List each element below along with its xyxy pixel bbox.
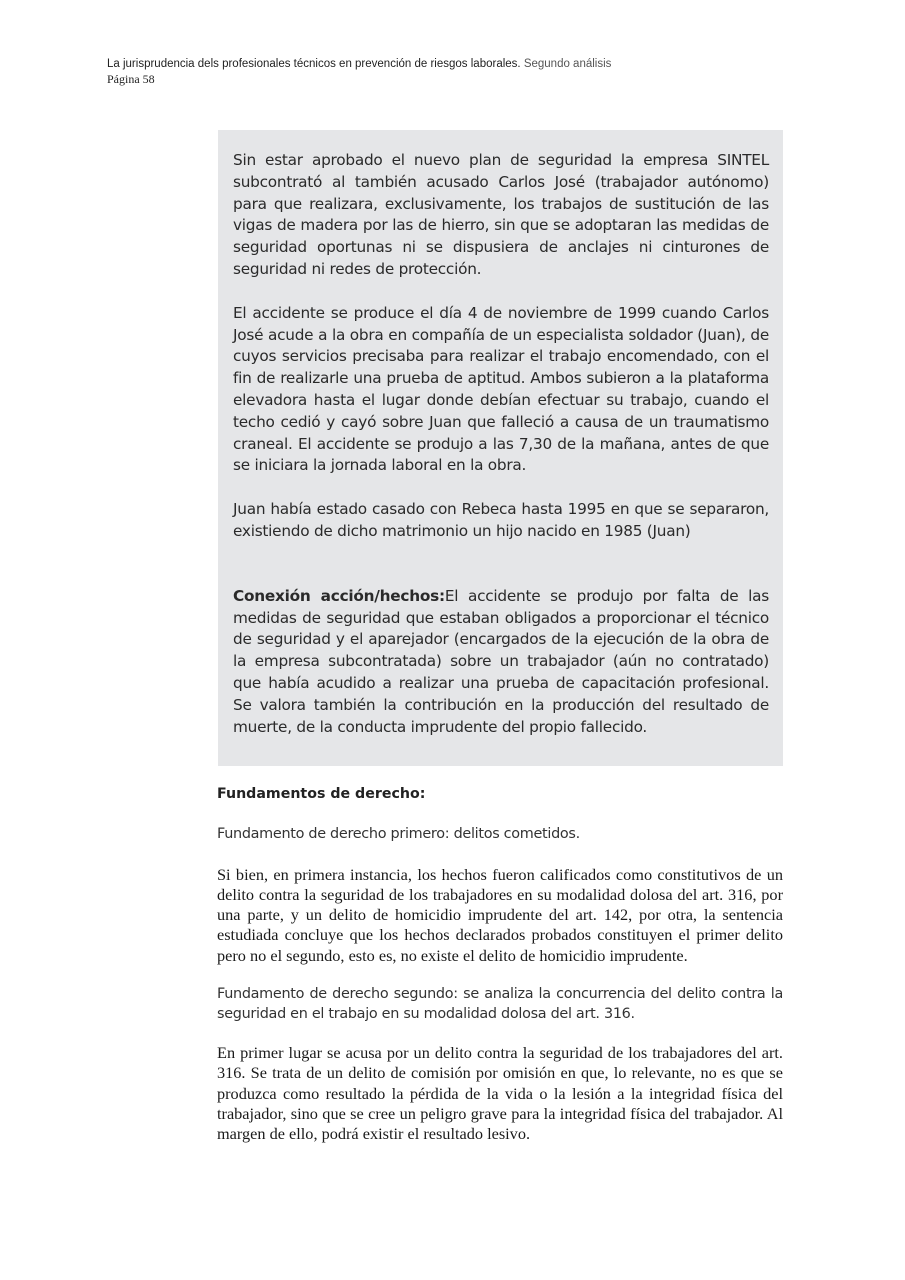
section-heading: Fundamentos de derecho: <box>217 786 426 802</box>
header-title: La jurisprudencia dels profesionales técnicos en prevención de riesgos laborales. <box>107 58 521 70</box>
header-title-line <box>107 57 807 72</box>
summary-paragraph-2: El accidente se produce el día 4 de noviembre de 1999 cuando Carlos José acude a la obra en compañía de un especialista soldador (Juan), de cuyos servicios precisaba para realizar el trabajo encomendado, con el fin de realizarle una prueba de aptitud. Ambos subieron a la plataforma elevadora hasta el lugar donde debían efectuar su trabajo, cuando el techo cedió y cayó sobre Juan que falleció a causa de un traumatismo craneal. El accidente se produjo a las 7,30 de la mañana, antes de que se iniciara la jornada laboral en la obra. <box>233 303 769 475</box>
conexion-label: Conexión acción/hechos: <box>233 586 445 605</box>
conexion-paragraph <box>233 586 769 739</box>
running-header <box>107 57 807 87</box>
conexion-text: El accidente se produjo por falta de las medidas de seguridad que estaban obligados a proporcionar el técnico de seguridad y el aparejador (encargados de la ejecución de la obra de la empresa subcontratada) sobre un trabajador (aún no contratado) que había acudido a realizar una prueba de capacitación profesional. Se valora también la contribución en la producción del resultado de muerte, de la conducta imprudente del propio fallecido. <box>233 586 769 736</box>
page-number: Página 58 <box>107 72 155 86</box>
fundamento-1-title: Fundamento de derecho primero: delitos cometidos. <box>217 826 580 842</box>
summary-paragraph-3: Juan había estado casado con Rebeca hasta 1995 en que se separaron, existiendo de dicho matrimonio un hijo nacido en 1985 (Juan) <box>233 500 769 540</box>
fundamento-2-text: En primer lugar se acusa por un delito contra la seguridad de los trabajadores del art. 316. Se trata de un delito de comisión por omisión en que, lo relevante, no es que se produzca como resultado la pérdida de la vida o la lesión a la integridad física del trabajador, sino que se cree un peligro grave para la integridad física del trabajador. Al margen de ello, podrá existir el resultado lesivo. <box>217 1042 783 1144</box>
summary-paragraph-1: Sin estar aprobado el nuevo plan de seguridad la empresa SINTEL subcontrató al también acusado Carlos José (trabajador autónomo) para que realizara, exclusivamente, los trabajos de sustitución de las vigas de madera por las de hierro, sin que se adoptaran las medidas de seguridad oportunas ni se dispusiera de anclajes ni cinturones de seguridad ni redes de protección. <box>233 151 769 278</box>
header-subtitle: Segundo análisis <box>523 58 612 70</box>
fundamento-1-text: Si bien, en primera instancia, los hechos fueron calificados como constitutivos de un delito contra la seguridad de los trabajadores en su modalidad dolosa del art. 316, por una parte, y un delito de homicidio imprudente del art. 142, por otra, la sentencia estudiada concluye que los hechos declarados probados constituyen el primer delito pero no el segundo, esto es, no existe el delito de homicidio imprudente. <box>217 864 783 965</box>
fundamento-2-title: Fundamento de derecho segundo: se analiza la concurrencia del delito contra la seguridad en el trabajo en su modalidad dolosa del art. 316. <box>217 985 783 1023</box>
main-content <box>217 784 783 1144</box>
case-summary-box <box>218 130 783 766</box>
